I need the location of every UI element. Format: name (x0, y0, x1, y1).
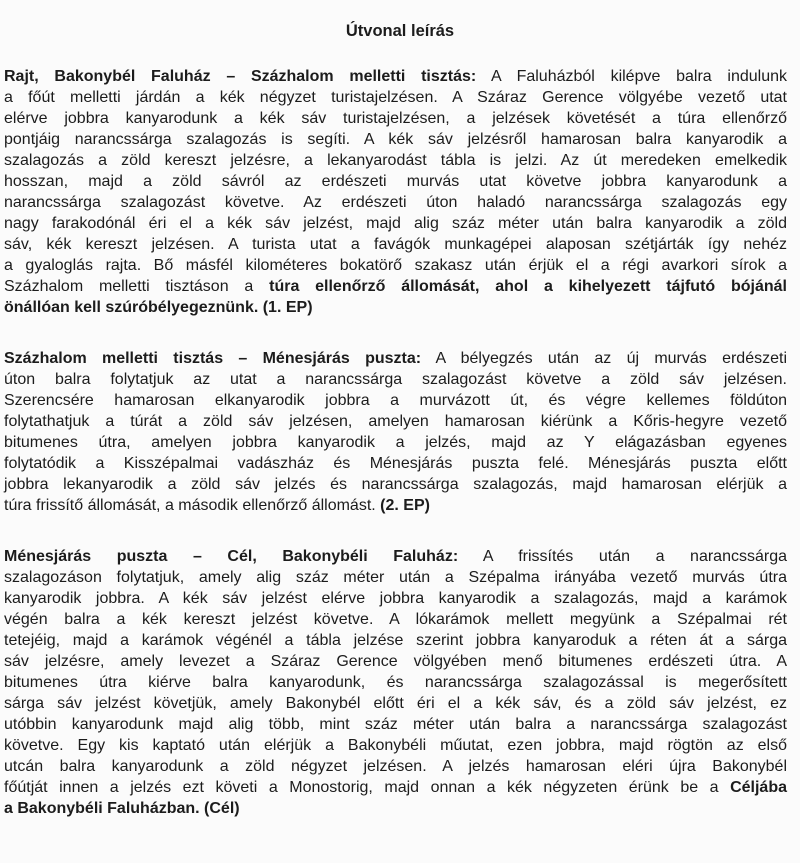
text-run: követve. Egy kis kaptató után elérjük a Bakonybéli műutat, ezen jobbra, majd rögtön az első (4, 737, 787, 754)
text-line (4, 87, 787, 108)
text-run: elérve jobbra kanyarodunk a kék sáv turistajelzésen, a jelzések követését a túra ellenőrző (4, 110, 787, 127)
text-run: Szerencsére hamarosan elkanyarodik jobbra a murvázott út, és végre kellemes földúton (4, 392, 787, 409)
text-line (4, 714, 787, 735)
document-title: Útvonal leírás (345, 22, 455, 40)
text-line (4, 150, 787, 171)
text-run: sáv, kék kereszt jelzésen. A turista utat a favágók munkagépei alaposan szétjárták így nehéz (4, 236, 787, 253)
text-run: jobbra lekanyarodik a zöld sáv jelzés és narancssárga szalagozás, majd hamarosan elérjük a (4, 476, 787, 493)
text-run: kanyarodik jobbra. A kék sáv jelzést elérve jobbra kanyarodik a szalagozás, majd a karámok (4, 590, 787, 607)
text-line (4, 453, 787, 474)
text-line (4, 276, 787, 297)
text-run: tetejéig, majd a karámok végénél a tábla jelzése szerint jobbra kanyaroduk a réten át a sárga (4, 632, 787, 649)
text-run: úton balra folytatjuk az utat a narancssárga szalagozást követve a zöld sáv jelzésen. (4, 371, 787, 388)
bold-text-run: túra ellenőrző állomását, ahol a kihelyezett tájfutó bójánál (269, 278, 787, 295)
text-line (4, 651, 787, 672)
text-run: utcán balra kanyarodunk a zöld négyzet jelzésen. A jelzés hamarosan eléri újra Bakonybél (4, 758, 787, 775)
text-line (4, 348, 787, 369)
text-line (4, 672, 787, 693)
route-section-3 (4, 546, 787, 819)
bold-text-run: Rajt, Bakonybél Faluház – Százhalom melletti tisztás: (4, 68, 477, 85)
text-line (4, 777, 787, 798)
text-run: sáv jelzésre, amely levezet a Száraz Gerence völgyében menő bitumenes erdészeti útra. A (4, 653, 787, 670)
text-line (4, 798, 787, 819)
bold-text-run: a Bakonybéli Faluházban. (Cél) (4, 800, 240, 817)
text-run: szalagozás a zöld kereszt jelzésre, a lekanyarodást tábla is jelzi. Az út meredeken emelkedik (4, 152, 787, 169)
bold-text-run: (2. EP) (380, 497, 430, 514)
text-line (4, 192, 787, 213)
text-run: végén balra a kék kereszt jelzést követve. A lókarámok mellett megyünk a Szépalmai rét (4, 611, 787, 628)
text-line (4, 756, 787, 777)
bold-text-run: Százhalom melletti tisztás – Ménesjárás puszta: (4, 350, 422, 367)
text-run: utóbbin kanyarodunk majd alig több, mint száz méter után balra a narancssárga szalagozást (4, 716, 787, 733)
bold-text-run: önállóan kell szúróbélyegeznünk. (1. EP) (4, 299, 313, 316)
text-line (4, 567, 787, 588)
text-line (4, 495, 787, 516)
text-run: narancssárga szalagozást követve. Az erdészeti úton haladó narancssárga szalagozás egy (4, 194, 787, 211)
text-run: folytatódik a Kisszépalmai vadászház és Ménesjárás puszta felé. Ménesjárás puszta előtt (4, 455, 787, 472)
text-run: folytathatjuk a túrát a zöld sáv jelzésen, amelyen hamarosan kiérünk a Kőris-hegyre vezető (4, 413, 787, 430)
text-line (4, 108, 787, 129)
text-run: A Faluházból kilépve balra indulunk (476, 68, 788, 85)
text-line (4, 411, 787, 432)
text-line (4, 213, 787, 234)
text-run: pontjáig narancssárga szalagozás is segíti. A kék sáv jelzésről hamarosan balra kanyarodik a (4, 131, 787, 148)
text-run: nagy farakodónál éri el a kék sáv jelzést, majd alig száz méter után balra kanyarodik a zöld (4, 215, 787, 232)
text-run: túra frissítő állomását, a második ellenőrző állomást. (4, 497, 381, 514)
text-line (4, 588, 787, 609)
text-run: sárga sáv jelzést követjük, amely Bakonybél előtt éri el a kék sáv, és a zöld sáv jelzést, ez (4, 695, 787, 712)
text-line (4, 432, 787, 453)
text-line (4, 390, 787, 411)
text-line (4, 369, 787, 390)
text-line (4, 234, 787, 255)
bold-text-run: Céljába (730, 779, 787, 796)
text-line (4, 474, 787, 495)
text-run: főútját innen a jelzés ezt követi a Monostorig, majd onnan a kék négyzeten érünk be a (4, 779, 731, 796)
text-line (4, 693, 787, 714)
text-line (4, 171, 787, 192)
route-section-2 (4, 348, 787, 516)
text-line (4, 297, 787, 318)
text-run: A frissítés után a narancssárga (458, 548, 787, 565)
text-line (4, 546, 787, 567)
text-line (4, 609, 787, 630)
text-run: bitumenes útra kiérve balra kanyarodunk, és narancssárga szalagozással is megerősített (4, 674, 787, 691)
text-run: Százhalom melletti tisztáson a (4, 278, 270, 295)
text-line (4, 735, 787, 756)
text-run: bitumenes útra, amelyen jobbra kanyarodik a jelzés, majd az Y elágazásban egyenes (4, 434, 787, 451)
text-run: hosszan, majd a zöld sávról az erdészeti murvás utat követve jobbra kanyarodunk a (4, 173, 787, 190)
text-line (4, 630, 787, 651)
route-section-1 (4, 66, 787, 318)
text-run: A bélyegzés után az új murvás erdészeti (421, 350, 788, 367)
text-run: a gyaloglás rajta. Bő másfél kilométeres bokatörő szakasz után érjük el a régi avarkori sírok a (4, 257, 787, 274)
text-line (4, 66, 787, 87)
text-line (4, 255, 787, 276)
bold-text-run: Ménesjárás puszta – Cél, Bakonybéli Faluház: (4, 548, 459, 565)
text-run: a főút melletti járdán a kék négyzet turistajelzésen. A Száraz Gerence völgyébe vezető utat (4, 89, 787, 106)
text-run: szalagozáson folytatjuk, amely alig száz méter után a Szépalma irányába vezető murvás útra (4, 569, 787, 586)
text-line (4, 129, 787, 150)
